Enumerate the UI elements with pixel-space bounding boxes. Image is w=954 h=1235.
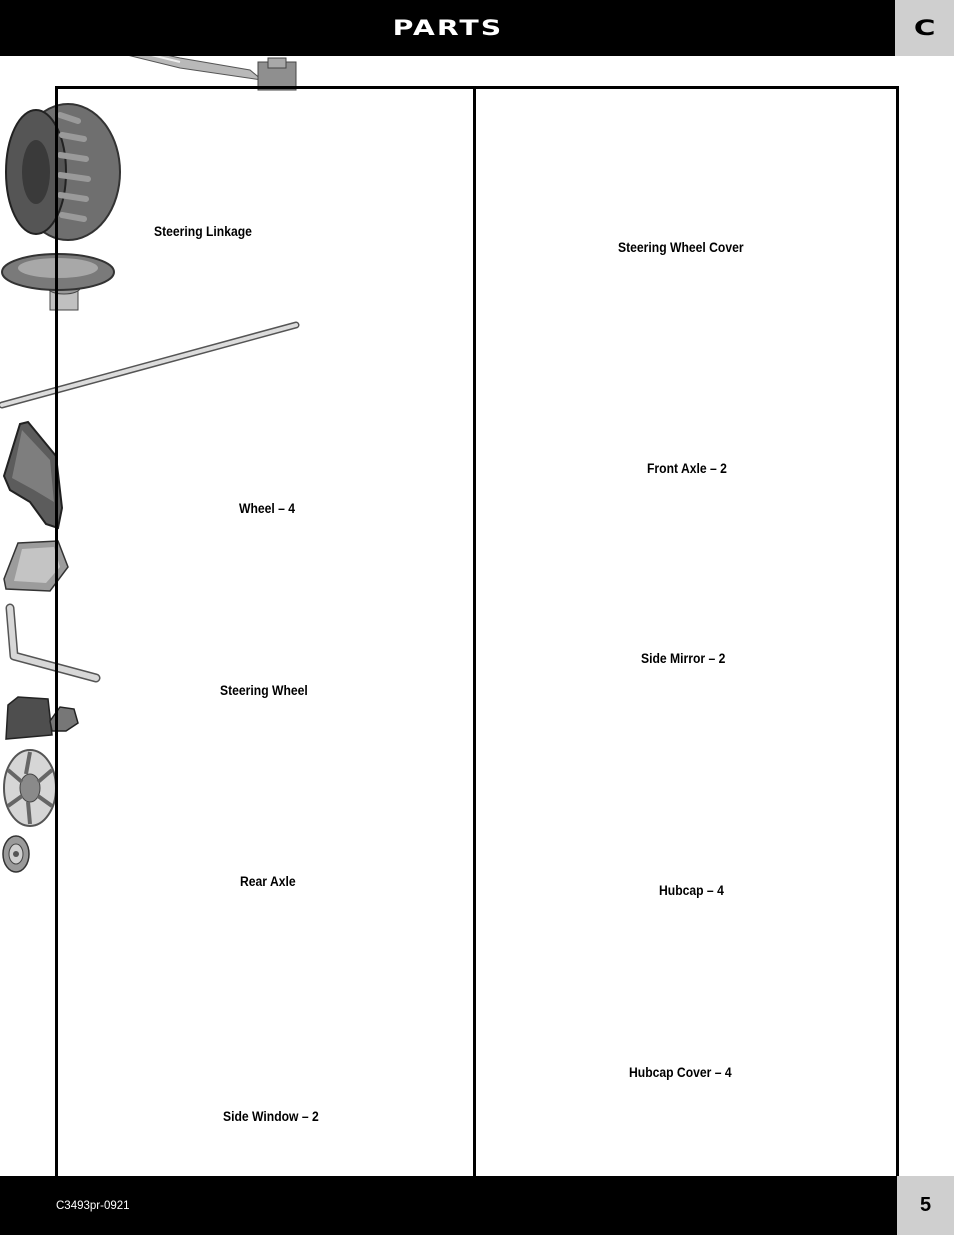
side-mirror-label: Side Mirror – 2 (641, 651, 726, 666)
section-tab (895, 0, 954, 56)
rear-axle-label: Rear Axle (240, 874, 296, 889)
hubcap-cover-label: Hubcap Cover – 4 (629, 1065, 732, 1080)
steering-wheel-cover-label: Steering Wheel Cover (618, 240, 744, 255)
column-divider (473, 86, 476, 1177)
document-code: C3493pr-0921 (56, 1200, 130, 1212)
hubcap-cover-illustration (0, 833, 32, 875)
page-number-tab (897, 1176, 954, 1235)
hubcap-label: Hubcap – 4 (659, 883, 724, 898)
side-window-label: Side Window – 2 (223, 1109, 319, 1124)
page-number: 5 (919, 1194, 932, 1216)
footer-bar (0, 1176, 897, 1235)
page-title: PARTS (392, 16, 503, 40)
wheel-label: Wheel – 4 (239, 501, 296, 516)
parts-panel (55, 86, 899, 1179)
hubcap-illustration (0, 748, 62, 828)
front-axle-label: Front Axle – 2 (647, 461, 727, 476)
steering-wheel-label: Steering Wheel (220, 683, 308, 698)
header-bar (0, 0, 895, 56)
section-letter: C (913, 16, 936, 40)
steering-linkage-label: Steering Linkage (154, 224, 252, 239)
